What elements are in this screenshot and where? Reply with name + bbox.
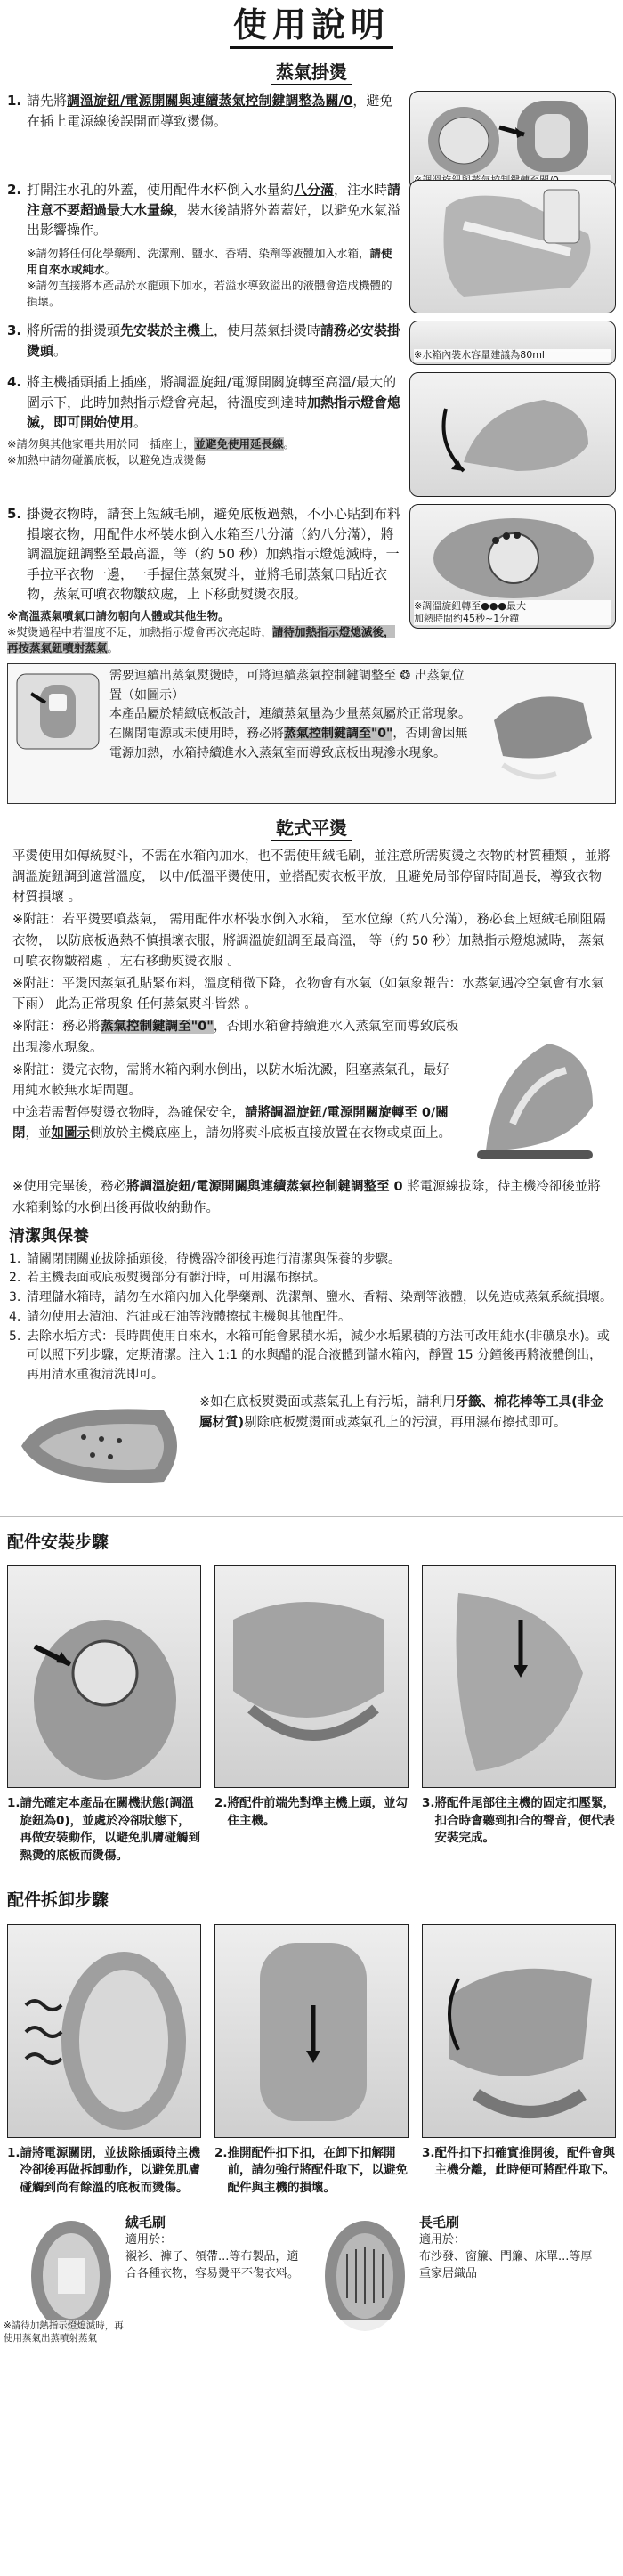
dry-content: 平燙使用如傳統熨斗，不需在水箱內加水，也不需使用絨毛刷，並注意所需熨燙之衣物的材質種類 ，並將調溫旋鈕調到適當溫度， 以中/低溫平燙使用，並搭配熨衣板平放，且避免局部停留時間過長，導致衣物材質損壞 。 ※附註：若平燙要噴蒸氣， 需用配件水杯裝水倒入水箱， 至水位線（約八分滿），務必套上短絨毛刷阻隔衣物， 以防底板過熱不慎損壞衣服，將調溫旋鈕調至最高溫， 等（約 50 秒）加熱指示燈熄滅時， 蒸氣可噴衣物皺褶處 ，左右移動熨燙衣服 。 ※附註：平燙因蒸氣孔貼緊布料，溫度稍微下降，衣物會有水氣（如氣象報告：水蒸氣遇冷空氣會有水氣下雨） 此為正常現象 任何蒸氣熨斗皆然 。 ※附註：務必將蒸氣控制鍵調至"0"，否則水箱會持續進水入蒸氣室而導致底板出現滲水現象。 ※附註：燙完衣物，需將水箱內剩水倒出，以防水垢沈澱，阻塞蒸氣孔，最好用純水較無水垢問題。 中途若需暫停熨燙衣物時，為確保安全，請將調溫旋鈕/電源開關旋轉至 0/關閉，並如圖示側放於主機底座上，請勿將熨斗底板直接放置在衣物或桌面上。 ※使用完畢後，務必將調溫旋鈕/電源開關與連續蒸氣控制鍵調整至 0 將電源線拔除，待主機冷卻後並將水箱剩餘的水倒出後再做收納動作。	[12, 849, 611, 1215]
list-item: 5. 去除水垢方式：長時間使用自來水，水箱可能會累積水垢，減少水垢累積的方法可改用純水(非礦泉水)。或可以照下列步驟，定期清潔。注入 1:1 的水與醋的混合液體到儲水箱內，靜置 15 分鐘後再將液體倒出，再用清水重複清洗即可。	[9, 1329, 610, 1382]
steam-step-2: 2. 打開注水孔的外蓋，使用配件水杯倒入水量約八分滿，注水時請注意不要超過最大水量線，裝水後請將外蓋蓋好，以避免水氣溢出影響操作。 ※請勿將任何化學藥劑、洗潔劑、鹽水、香精、染劑等液體加入水箱，請使用自來水或純水。 ※請勿直接將本產品於水龍頭下加水，若溢水導致溢出的液體會造成機體的損壞。	[7, 180, 616, 313]
iron-steam-image	[476, 667, 610, 800]
dry-heading: 乾式平燙	[0, 817, 623, 841]
steam-on-icon: ❂	[396, 668, 415, 683]
soleplate-illustration	[12, 1393, 190, 1499]
cleaning-list	[0, 1250, 623, 1386]
soleplate-cleaning: ※如在底板熨燙面或蒸氣孔上有污垢，請利用牙籤、棉花棒等工具(非金屬材質)剔除底板熨燙面或蒸氣孔上的污漬，再用濕布擦拭即可。	[12, 1393, 611, 1499]
long-brush: 長毛刷 適用於： 布沙發、窗簾、門簾、床單...等厚重家居織品	[316, 2214, 601, 2338]
install-image-2	[214, 1565, 409, 1788]
steam-control-icon	[13, 667, 102, 756]
steam-spray-illustration: ※請待加熱指示燈熄滅時，再 使用蒸氣出蒸噴射蒸氣	[476, 667, 610, 800]
tank-illustration	[409, 321, 616, 365]
steam-step-1: 1. 請先將調溫旋鈕/電源開關與連續蒸氣控制鍵調整為關/0，避免在插上電源線後誤開而導致燙傷。	[7, 91, 616, 173]
iron-standing-image	[459, 1017, 611, 1177]
install-image-1	[7, 1565, 201, 1788]
install-image-3	[422, 1565, 616, 1788]
steam-step-5: 5. 掛燙衣物時，請套上短絨毛刷，避免底板過熱，不小心貼到布料損壞衣物，用配件水杯裝水倒入水箱至八分滿（約八分滿），將調溫旋鈕調整至最高溫，等（約 50 秒）加熱指示燈熄滅時，一手拉平衣物一邊，一手握住蒸氣熨斗，並將毛刷蒸氣口貼近衣物，蒸氣可噴衣物皺紋處，上下移動熨燙衣服。 ※高溫蒸氣噴氣口請勿朝向人體或其他生物。 ※熨燙過程中若溫度不足，加熱指示燈會再次亮起時，請待加熱指示燈熄滅後，再按蒸氣鈕噴射蒸氣。 ※調溫旋鈕轉至●●●最大 加熱時間約45秒~1分鐘	[7, 504, 616, 656]
install-step-3: 3. 將配件尾部往主機的固定扣壓緊，扣合時會聽到扣合的聲音，便代表安裝完成。	[422, 1565, 616, 1865]
remove-heading: 配件拆卸步驟	[7, 1890, 109, 1911]
install-step-2: 2. 將配件前端先對準主機上頭，並勾住主機。	[214, 1565, 409, 1865]
iron-attach-image	[410, 373, 616, 497]
caption-tank: ※水箱內裝水容量建議為80ml	[414, 349, 611, 362]
continuous-steam-box: 需要連續出蒸氣熨燙時，可將連續蒸氣控制鍵調整至 ❂ 出蒸氣位置（如圖示） 本產品屬於精緻底板設計，連續蒸氣量為少量蒸氣屬於正常現象。在關閉電源或未使用時，務必將蒸氣控制鍵調至"0"，否則會因無電源加熱，水箱持續進水入蒸氣室而導致底板出現滲水現象。 ※請待加熱指示燈熄滅時，再 使用蒸氣出蒸噴射蒸氣	[7, 663, 616, 804]
steam-step-4: 4. 將主機插頭插上插座，將調溫旋鈕/電源開關旋轉至高溫/最大的圖示下，此時加熱指示燈會亮起，待溫度到達時加熱指示燈會熄滅，即可開始使用。 ※請勿與其他家電共用於同一插座上，並避免使用延長線。 ※加熱中請勿碰觸底板，以避免造成燙傷	[7, 372, 616, 497]
section-divider	[0, 1516, 623, 1517]
list-item: 3. 清理儲水箱時，請勿在水箱內加入化學藥劑、洗潔劑、鹽水、香精、染劑等液體，以免造成蒸氣系統損壞。	[9, 1290, 612, 1305]
remove-steps	[7, 1924, 616, 2198]
water-fill-illustration	[409, 180, 616, 313]
install-heading: 配件安裝步驟	[7, 1532, 109, 1552]
page-title: 使用說明	[0, 0, 623, 53]
water-cup-image	[410, 181, 616, 313]
iron-rest-illustration	[459, 1017, 611, 1177]
remove-image-1	[7, 1924, 201, 2138]
velvet-brush: 絨毛刷 適用於： 襯衫、褲子、領帶...等布製品，適合各種衣物，容易燙平不傷衣料。	[22, 2214, 307, 2338]
dial-illustration: ※調溫旋鈕轉至●●●最大 加熱時間約45秒~1分鐘	[409, 504, 616, 629]
remove-step-3: 3. 配件扣下扣確實推開後，配件會與主機分離，此時便可將配件取下。	[422, 1924, 616, 2198]
remove-step-2: 2. 推開配件扣下扣，在卸下扣解開前，請勿強行將配件取下，以避免配件與主機的損壞。	[214, 1924, 409, 2198]
remove-image-2	[214, 1924, 409, 2138]
remove-step-1: 1. 請將電源關閉，並拔除插頭待主機冷卻後再做拆卸動作，以避免肌膚碰觸到尚有餘溫的底板而燙傷。	[7, 1924, 201, 2198]
list-item: 4. 請勿使用去漬油、汽油或石油等液體擦拭主機與其他配件。	[9, 1309, 351, 1324]
list-item: 2. 若主機表面或底板熨燙部分有髒汙時，可用濕布擦拭。	[9, 1271, 326, 1286]
install-step-1: 1. 請先確定本產品在關機狀態(調溫旋鈕為0)，並處於冷卻狀態下，再做安裝動作，以避免肌膚碰觸到熱燙的底板而燙傷。	[7, 1565, 201, 1865]
list-item: 1. 請關閉開關並拔除插頭後，待機器冷卻後再進行清潔與保養的步驟。	[9, 1251, 400, 1266]
plug-illustration	[409, 372, 616, 497]
steam-step-3: 3. 將所需的掛燙頭先安裝於主機上，使用蒸氣掛燙時請務必安裝掛燙頭。 ※水箱內裝水容量建議為80ml	[7, 321, 616, 365]
install-steps	[7, 1565, 616, 1865]
steam-heading: 蒸氣掛燙	[0, 61, 623, 85]
remove-image-3	[422, 1924, 616, 2138]
cleaning-heading: 清潔與保養	[9, 1226, 89, 1246]
knob-illustration	[409, 91, 616, 191]
